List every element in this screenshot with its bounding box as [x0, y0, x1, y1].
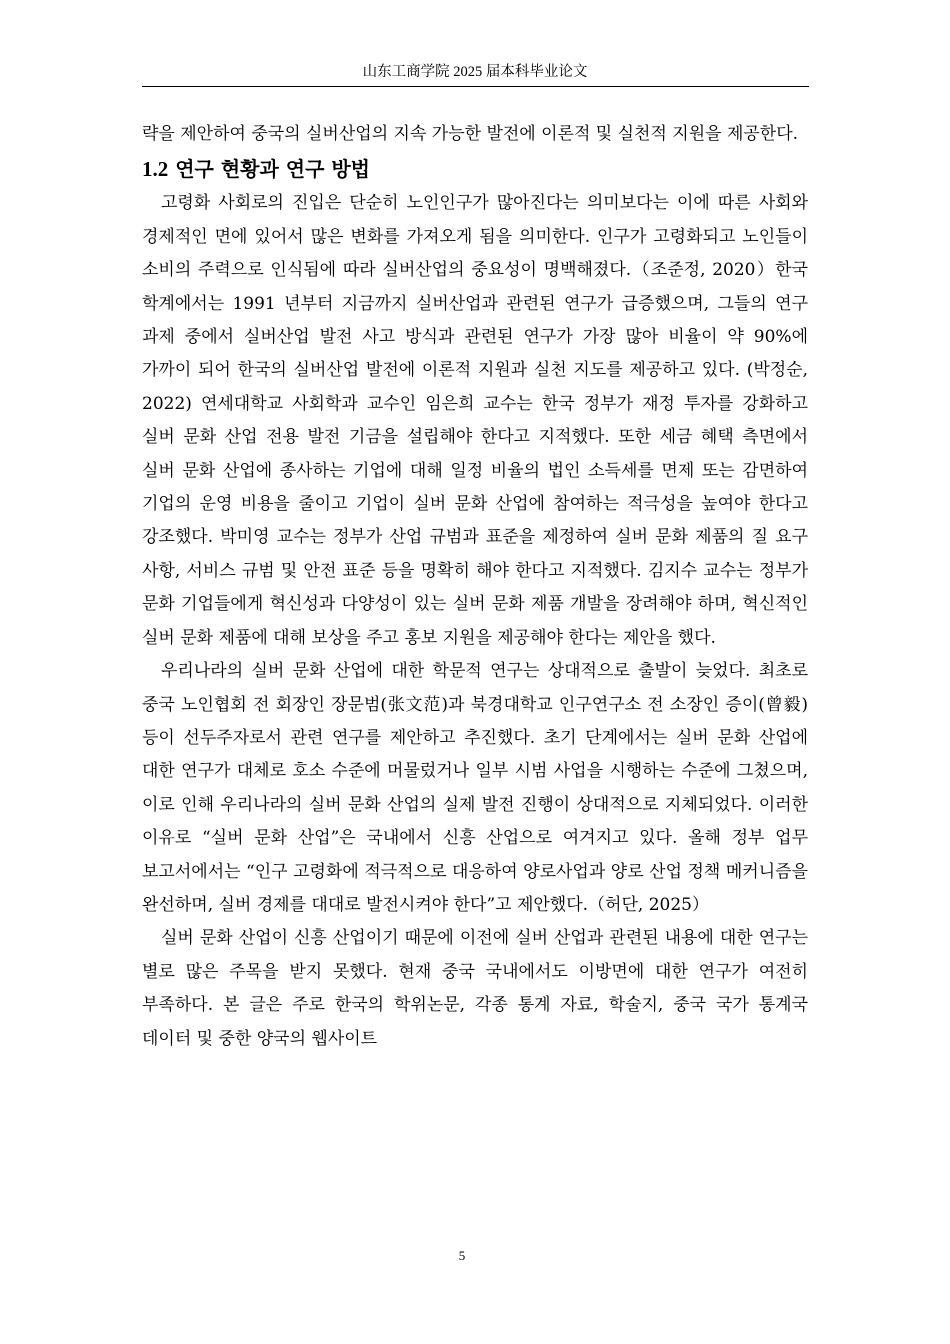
- paragraph: 고령화 사회로의 진입은 단순히 노인인구가 많아진다는 의미보다는 이에 따른 사회와 경제적인 면에 있어서 많은 변화를 가져오게 됨을 의미한다. 인구가 고령화되고 노인들이 소비의 주력으로 인식됨에 따라 실버산업의 중요성이 명백해졌다.（조준정, 2020）한국 학계에서는 1991 년부터 지금까지 실버산업과 관련된 연구가 급증했으며, 그들의 연구 과제 중에서 실버산업 발전 사고 방식과 관련된 연구가 가장 많아 비율이 약 90%에 가까이 되어 한국의 실버산업 발전에 이론적 지원과 실천 지도를 제공하고 있다. (박정순, 2022) 연세대학교 사회학과 교수인 임은희 교수는 한국 정부가 재정 투자를 강화하고 실버 문화 산업 전용 발전 기금을 설립해야 한다고 지적했다. 또한 세금 혜택 측면에서 실버 문화 산업에 종사하는 기업에 대해 일정 비율의 법인 소득세를 면제 또는 감면하여 기업의 운영 비용을 줄이고 기업이 실버 문화 산업에 참여하는 적극성을 높여야 한다고 강조했다. 박미영 교수는 정부가 산업 규범과 표준을 제정하여 실버 문화 제품의 질 요구 사항, 서비스 규범 및 안전 표준 등을 명확히 해야 한다고 지적했다. 김지수 교수는 정부가 문화 기업들에게 혁신성과 다양성이 있는 실버 문화 제품 개발을 장려해야 하며, 혁신적인 실버 문화 제품에 대해 보상을 주고 홍보 지원을 제공해야 한다는 제안을 했다.: [142, 193, 808, 648]
- paragraph: 우리나라의 실버 문화 산업에 대한 학문적 연구는 상대적으로 출발이 늦었다. 최초로 중국 노인협회 전 회장인 장문범(张文范)과 북경대학교 인구연구소 전 소장인 증이(曾毅) 등이 선두주자로서 관련 연구를 제안하고 추진했다. 초기 단계에서는 실버 문화 산업에 대한 연구가 대체로 호소 수준에 머물렀거나 일부 시범 사업을 시행하는 수준에 그쳤으며, 이로 인해 우리나라의 실버 문화 산업의 실제 발전 진행이 상대적으로 지체되었다. 이러한 이유로 “실버 문화 산업”은 국내에서 신흥 산업으로 여겨지고 있다. 올해 정부 업무 보고서에서는 “인구 고령화에 적극적으로 대응하여 양로사업과 양로 산업 정책 메커니즘을 완선하며, 실버 경제를 대대로 발전시켜야 한다”고 제안했다.（허단, 2025）: [142, 661, 808, 915]
- section-heading: [142, 151, 808, 187]
- paragraph-continued: 략을 제안하여 중국의 실버산업의 지속 가능한 발전에 이론적 및 실천적 지원을 제공한다.: [142, 124, 799, 144]
- running-header: 山东工商学院 2025 届本科毕业论文: [362, 64, 588, 80]
- section-number: 1.2: [142, 157, 169, 182]
- section-title: 연구 현황과 연구 방법: [175, 157, 370, 182]
- header-rule: [142, 86, 809, 87]
- page-number: 5: [458, 1248, 466, 1263]
- paragraph: 실버 문화 산업이 신흥 산업이기 때문에 이전에 실버 산업과 관련된 내용에 대한 연구는 별로 많은 주목을 받지 못했다. 현재 중국 국내에서도 이방면에 대한 연구가 여전히 부족하다. 본 글은 주로 한국의 학위논문, 각종 통계 자료, 학술지, 중국 국가 통계국 데이터 및 중한 양국의 웹사이트: [142, 928, 808, 1049]
- body-text: [142, 118, 808, 1056]
